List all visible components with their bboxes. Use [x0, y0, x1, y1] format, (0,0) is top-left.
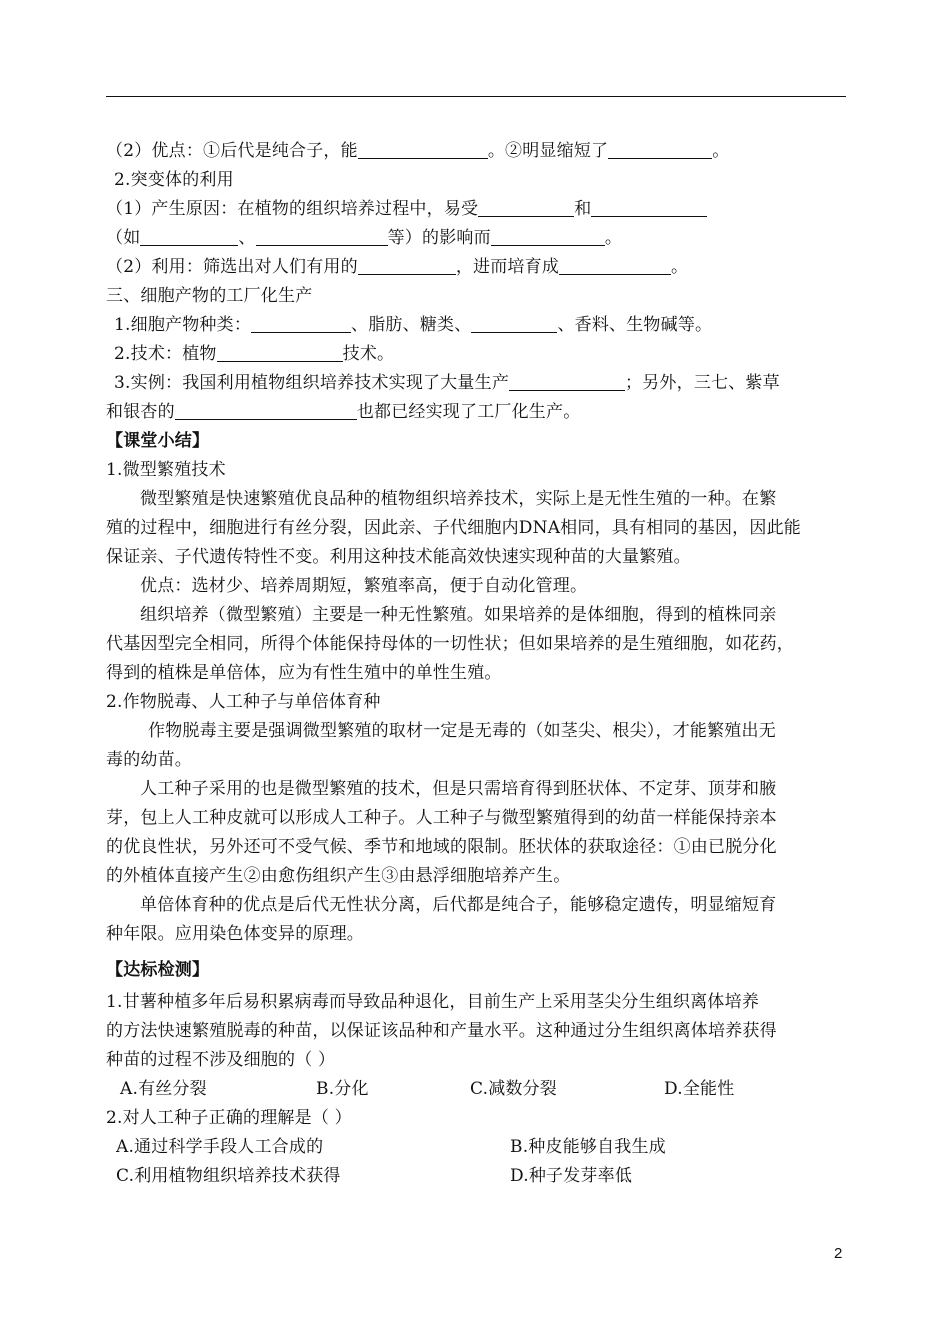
paragraph-line: 人工种子采用的也是微型繁殖的技术，但是只需培育得到胚状体、不定芽、顶芽和腋 — [140, 779, 777, 799]
q2-option-b[interactable]: B.种皮能够自我生成 — [510, 1137, 666, 1157]
header-rule — [106, 96, 846, 97]
paragraph-line: 种年限。应用染色体变异的原理。 — [106, 924, 364, 944]
answer-blank[interactable] — [358, 142, 488, 159]
line-example: 3.实例：我国利用植物组织培养技术实现了大量生产 ；另外，三七、紫草 — [114, 373, 780, 393]
question-1-line: 种苗的过程不涉及细胞的（ ） — [106, 1050, 336, 1070]
answer-blank[interactable] — [509, 374, 625, 391]
line-cause-cont: （如 、 等）的影响而 。 — [106, 228, 623, 248]
answer-blank[interactable] — [256, 229, 388, 246]
answer-blank[interactable] — [478, 200, 574, 217]
paragraph-line: 芽，包上人工种皮就可以形成人工种子。人工种子与微型繁殖得到的幼苗一样能保持亲本 — [106, 808, 777, 828]
subheading-mutant: 2.突变体的利用 — [114, 170, 234, 190]
q2-option-a[interactable]: A.通过科学手段人工合成的 — [116, 1137, 324, 1157]
paragraph-line: 的外植体直接产生②由愈伤组织产生③由悬浮细胞培养产生。 — [106, 866, 571, 886]
line-use: （2）利用：筛选出对人们有用的 ，进而培育成 。 — [106, 257, 689, 277]
summary-heading: 【课堂小结】 — [106, 431, 210, 451]
paragraph-line: 组织培养（微型繁殖）主要是一种无性繁殖。如果培养的是体细胞，得到的植株同亲 — [140, 605, 777, 625]
answer-blank[interactable] — [591, 200, 707, 217]
paragraph-line: 得到的植株是单倍体，应为有性生殖中的单性生殖。 — [106, 663, 502, 683]
answer-blank[interactable] — [358, 258, 456, 275]
question-1-line: 的方法快速繁殖脱毒的种苗，以保证该品种和产量水平。这种通过分生组织离体培养获得 — [106, 1021, 777, 1041]
answer-blank[interactable] — [491, 229, 605, 246]
q1-option-d[interactable]: D.全能性 — [664, 1079, 735, 1099]
answer-blank[interactable] — [217, 345, 343, 362]
answer-blank[interactable] — [608, 142, 712, 159]
q2-option-c[interactable]: C.利用植物组织培养技术获得 — [116, 1166, 341, 1186]
q1-option-c[interactable]: C.减数分裂 — [470, 1079, 558, 1099]
q2-option-d[interactable]: D.种子发芽率低 — [510, 1166, 633, 1186]
answer-blank[interactable] — [175, 403, 357, 420]
paragraph-line: 保证亲、子代遗传特性不变。利用这种技术能高效快速实现种苗的大量繁殖。 — [106, 547, 691, 567]
paragraph-line: 作物脱毒主要是强调微型繁殖的取材一定是无毒的（如茎尖、根尖），才能繁殖出无 — [148, 721, 776, 741]
summary-subheading-2: 2.作物脱毒、人工种子与单倍体育种 — [106, 692, 381, 712]
question-2: 2.对人工种子正确的理解是（ ） — [106, 1108, 352, 1128]
paragraph-line: 殖的过程中，细胞进行有丝分裂，因此亲、子代细胞内DNA相同，具有相同的基因，因此能 — [106, 518, 801, 538]
answer-blank[interactable] — [140, 229, 238, 246]
line-cause: （1）产生原因：在植物的组织培养过程中，易受 和 — [106, 199, 707, 219]
paragraph-line: 单倍体育种的优点是后代无性状分离，后代都是纯合子，能够稳定遗传，明显缩短育 — [140, 895, 777, 915]
page-number: 2 — [834, 1245, 843, 1262]
answer-blank[interactable] — [559, 258, 671, 275]
line-example-cont: 和银杏的 也都已经实现了工厂化生产。 — [106, 402, 581, 422]
paragraph-line: 微型繁殖是快速繁殖优良品种的植物组织培养技术，实际上是无性生殖的一种。在繁 — [140, 489, 777, 509]
line-products: 1.细胞产物种类： 、脂肪、糖类、 、香料、生物碱等。 — [114, 315, 713, 335]
answer-blank[interactable] — [471, 316, 557, 333]
paragraph-line: 的优良性状，另外还可不受气候、季节和地域的限制。胚状体的获取途径：①由已脱分化 — [106, 837, 777, 857]
line-advantage: （2）优点：①后代是纯合子，能 。②明显缩短了 。 — [106, 141, 730, 161]
question-1-line: 1.甘薯种植多年后易积累病毒而导致品种退化，目前生产上采用茎尖分生组织离体培养 — [106, 992, 760, 1012]
paragraph-line: 毒的幼苗。 — [106, 750, 192, 770]
test-heading: 【达标检测】 — [106, 960, 210, 980]
summary-subheading-1: 1.微型繁殖技术 — [106, 460, 226, 480]
paragraph-line: 优点：选材少、培养周期短，繁殖率高，便于自动化管理。 — [140, 576, 588, 596]
paragraph-line: 代基因型完全相同，所得个体能保持母体的一切性状；但如果培养的是生殖细胞，如花药， — [106, 634, 794, 654]
section-heading: 三、细胞产物的工厂化生产 — [106, 286, 313, 306]
line-technique: 2.技术：植物 技术。 — [114, 344, 395, 364]
answer-blank[interactable] — [251, 316, 351, 333]
q1-option-b[interactable]: B.分化 — [316, 1079, 369, 1099]
q1-option-a[interactable]: A.有丝分裂 — [120, 1079, 207, 1099]
